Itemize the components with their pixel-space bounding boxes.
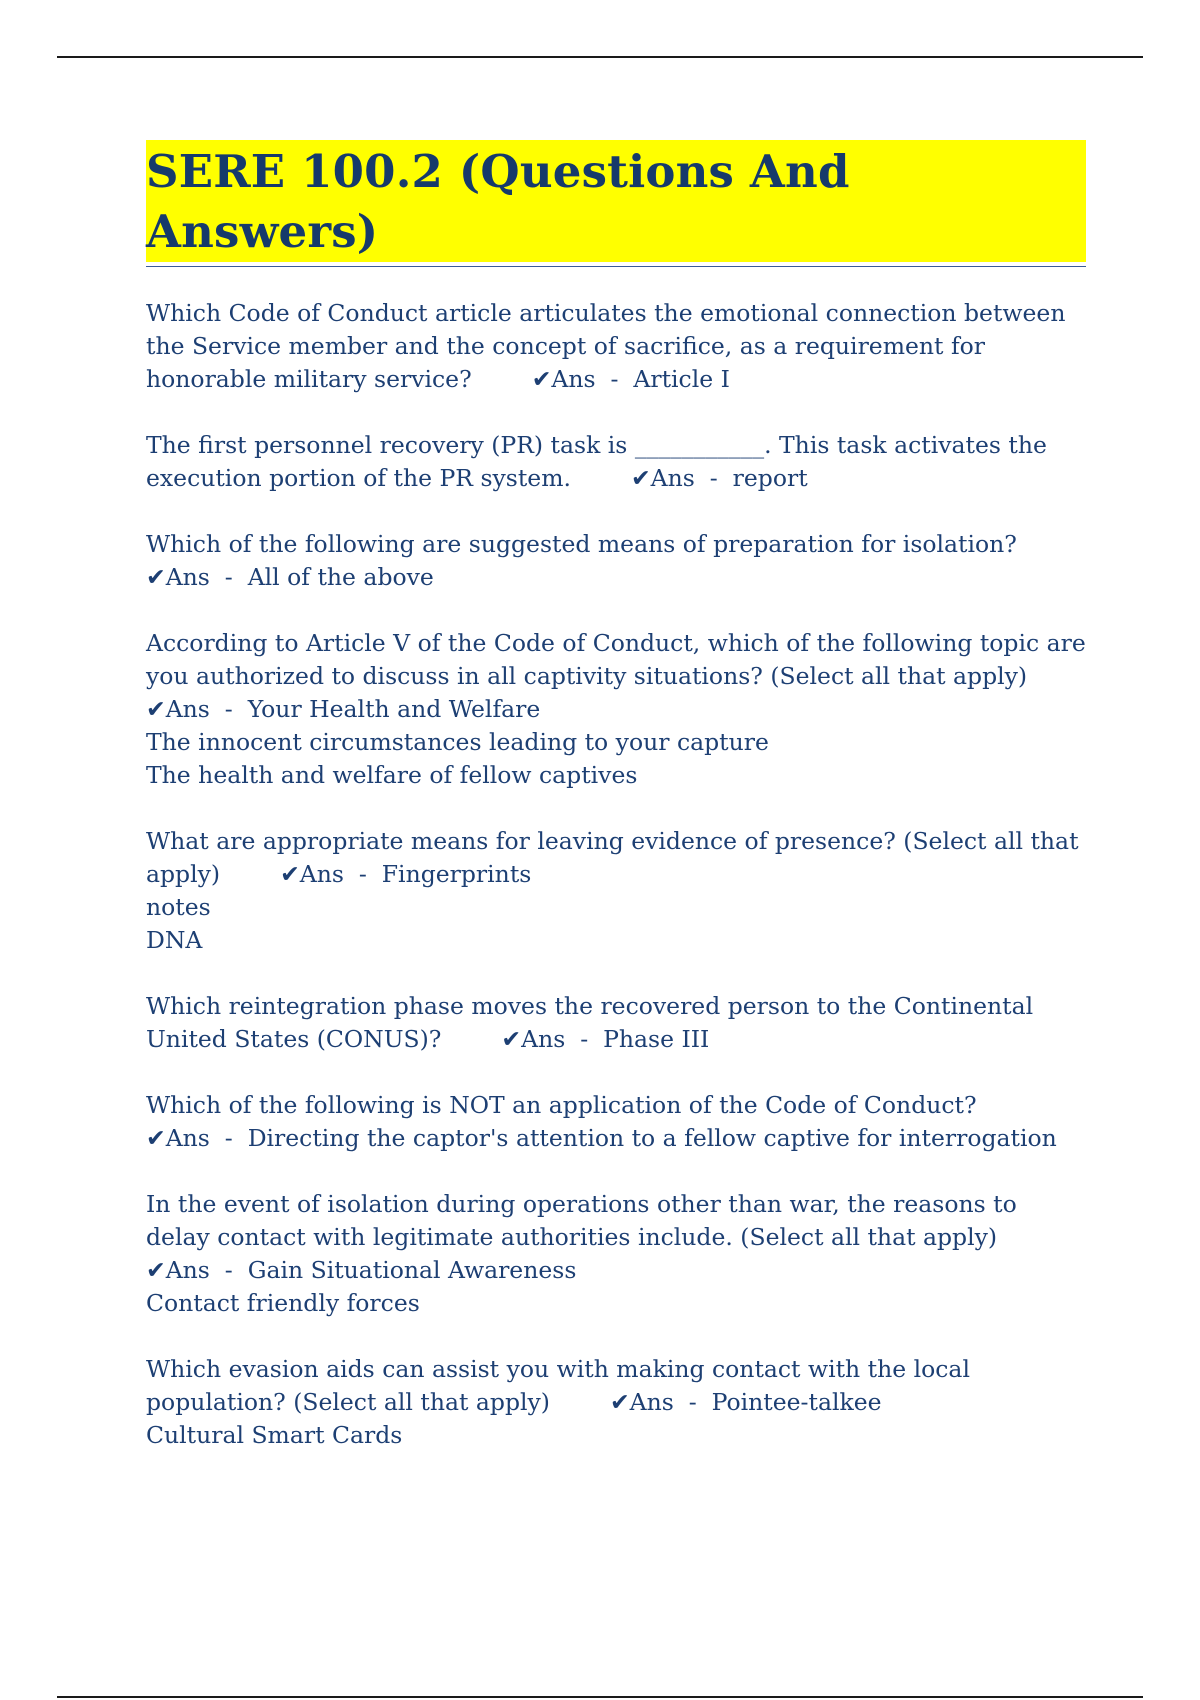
qa-item [146, 1188, 1086, 1320]
answer-marker: ✔Ans - [609, 1388, 712, 1416]
qa-item [146, 528, 1086, 594]
question-text: According to Article V of the Code of Conduct, which of the following topic are you authorized to discuss in all captivity situations? (Select all that apply) [146, 629, 1086, 690]
qa-item [146, 1089, 1086, 1155]
answer-text: Pointee-talkee [711, 1388, 882, 1416]
page-top-rule [57, 56, 1143, 58]
additional-answer: The innocent circumstances leading to your capture [146, 728, 769, 756]
title-block [146, 140, 1086, 267]
answer-text: Gain Situational Awareness [247, 1256, 577, 1284]
answer-marker: ✔Ans - [146, 1124, 248, 1152]
question-text: What are appropriate means for leaving evidence of presence? (Select all that apply) [146, 827, 1079, 888]
additional-answer: DNA [146, 926, 203, 954]
answer-marker: ✔Ans - [630, 464, 733, 492]
qa-item [146, 627, 1086, 792]
answer-marker: ✔Ans - [531, 365, 634, 393]
qa-item [146, 297, 1086, 396]
qa-item [146, 990, 1086, 1056]
additional-answer: notes [146, 893, 211, 921]
answer-text: report [732, 464, 808, 492]
question-text: In the event of isolation during operations other than war, the reasons to delay contact with legitimate authorities include. (Select all that apply) [146, 1190, 1017, 1251]
answer-marker: ✔Ans - [146, 563, 248, 591]
additional-answer: Contact friendly forces [146, 1289, 420, 1317]
answer-marker: ✔Ans - [146, 1256, 248, 1284]
answer-text: Your Health and Welfare [247, 695, 541, 723]
question-text: Which reintegration phase moves the recovered person to the Continental United States (CONUS)? [146, 992, 1034, 1053]
answer-marker: ✔Ans - [280, 860, 382, 888]
answer-text: All of the above [247, 563, 434, 591]
additional-answer: Cultural Smart Cards [146, 1421, 403, 1449]
question-text: Which of the following is NOT an application of the Code of Conduct? [146, 1091, 977, 1119]
answer-marker: ✔Ans - [146, 695, 248, 723]
question-text: The first personnel recovery (PR) task is ___________. This task activates the execution portion of the PR system. [146, 431, 1047, 492]
answer-text: Fingerprints [381, 860, 532, 888]
question-text: Which evasion aids can assist you with making contact with the local population? (Select all that apply) [146, 1355, 970, 1416]
qa-item [146, 429, 1086, 495]
document-body [146, 140, 1086, 1485]
answer-text: Article I [633, 365, 730, 393]
document-title: SERE 100.2 (Questions And Answers) [146, 140, 1086, 262]
page-bottom-rule [57, 1696, 1143, 1698]
answer-text: Directing the captor's attention to a fellow captive for interrogation [247, 1124, 1057, 1152]
question-text: Which of the following are suggested means of preparation for isolation? [146, 530, 1017, 558]
answer-text: Phase III [603, 1025, 710, 1053]
question-text: Which Code of Conduct article articulates the emotional connection between the Service member and the concept of sacrifice, as a requirement for honorable military service? [146, 299, 1066, 393]
qa-item [146, 1353, 1086, 1452]
qa-list [146, 297, 1086, 1452]
qa-item [146, 825, 1086, 957]
answer-marker: ✔Ans - [501, 1025, 604, 1053]
additional-answer: The health and welfare of fellow captives [146, 761, 638, 789]
